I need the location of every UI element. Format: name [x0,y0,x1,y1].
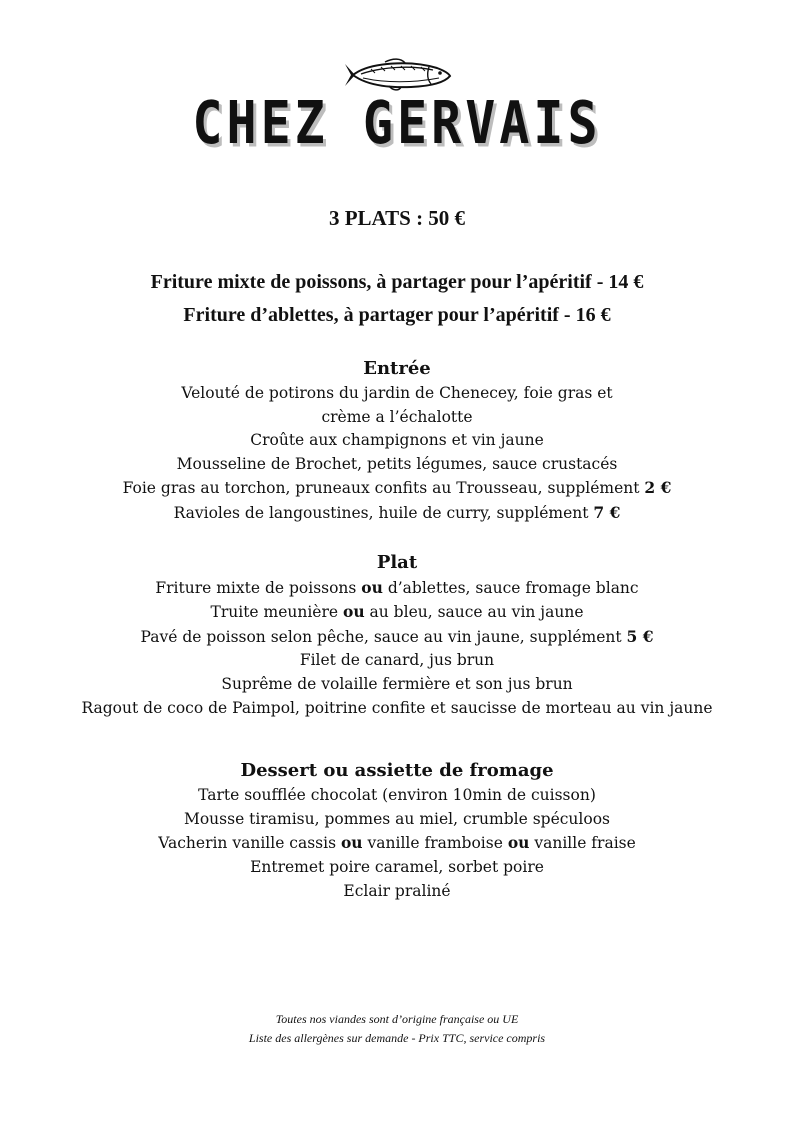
menu-content [0,204,794,903]
fish-icon [341,58,453,92]
highlight-text: 2 € [644,478,672,498]
menu-item: Filet de canard, jus brun [299,651,495,670]
menu-item: Truite meunière ou au bleu, sauce au vin jaune [210,602,584,622]
highlight-text: ou [343,602,365,622]
origin-note: Toutes nos viandes sont d’origine française ou UE [275,1012,519,1026]
menu-items [0,576,794,721]
footer-note [0,1010,794,1048]
menu-item: Pavé de poisson selon pêche, sauce au vin jaune, supplément 5 € [140,626,654,646]
section-title: Dessert ou assiette de fromage [240,760,554,782]
section-title: Entrée [363,358,431,379]
aperitif-list [0,266,794,332]
aperitif-item: Friture d’ablettes, à partager pour l’apéritif - 16 € [183,304,611,326]
menu-item: Entremet poire caramel, sorbet poire [250,857,544,876]
section-plat [0,550,794,721]
brand-name: CHEZ GERVAIS [192,88,602,158]
menu-item: Tarte soufflée chocolat (environ 10min de cuisson) [198,786,596,805]
menu-items [0,784,794,903]
aperitif-item: Friture mixte de poissons, à partager pour l’apéritif - 14 € [150,271,644,293]
section-entree [0,356,794,526]
highlight-text: ou [340,833,363,853]
highlight-text: 5 € [626,626,654,646]
menu-item: Friture mixte de poissons ou d’ablettes, sauce fromage blanc [155,577,639,597]
menu-item: Mousseline de Brochet, petits légumes, sauce crustacés [176,454,618,473]
menu-item: Velouté de potirons du jardin de Chenecey, foie gras et [181,384,613,402]
menu-item: Ragout de coco de Paimpol, poitrine confite et saucisse de morteau au vin jaune [81,698,713,717]
menu-item: Ravioles de langoustines, huile de curry, supplément 7 € [173,502,621,522]
menu-item: Eclair praliné [343,881,451,900]
menu-item: crème a l’échalotte [321,407,473,426]
allergen-price-note: Liste des allergènes sur demande - Prix TTC, service compris [248,1031,546,1045]
menu-items [0,382,794,526]
section-dessert [0,758,794,903]
highlight-text: ou [361,577,383,597]
highlight-text: 7 € [593,502,621,522]
menu-item: Croûte aux champignons et vin jaune [250,431,544,450]
menu-item: Mousse tiramisu, pommes au miel, crumble spéculoos [183,809,610,828]
menu-item: Suprême de volaille fermière et son jus brun [221,674,573,693]
menu-item: Vacherin vanille cassis ou vanille framboise ou vanille fraise [158,833,636,853]
restaurant-logo [0,58,794,158]
section-title: Plat [376,551,418,573]
menu-item: Foie gras au torchon, pruneaux confits au Trousseau, supplément 2 € [122,478,672,498]
highlight-text: ou [507,833,530,853]
menu-offer: 3 PLATS : 50 € [328,206,466,230]
